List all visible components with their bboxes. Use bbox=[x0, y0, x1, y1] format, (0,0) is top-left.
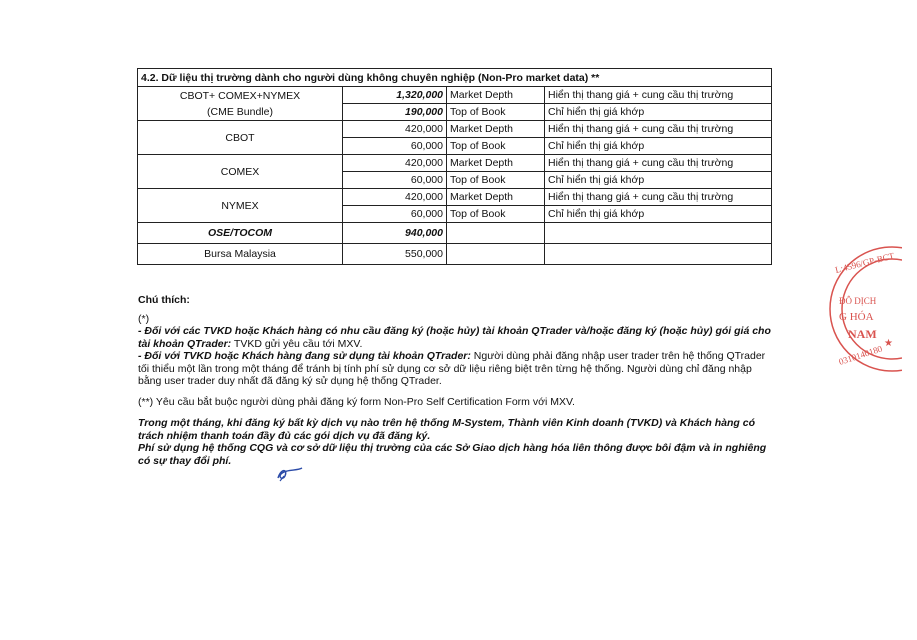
description-cell bbox=[545, 244, 772, 265]
note-2 bbox=[138, 350, 778, 388]
seal-number: 0310140180 bbox=[837, 343, 884, 367]
seal-text-top: L:4596/GP-BCT bbox=[834, 250, 896, 275]
notes-section bbox=[138, 294, 778, 467]
table-row bbox=[138, 189, 772, 206]
price-cell: 420,000 bbox=[343, 155, 447, 172]
note-1-bold: - Đối với các TVKD hoặc Khách hàng có nhu cầu đăng ký (hoặc hủy) tài khoản QTrader và/hoặc đăng ký (hoặc hủy) gói giá cho tài khoản QTrader: bbox=[138, 325, 771, 350]
exchange-cell: Bursa Malaysia bbox=[138, 244, 343, 265]
note-star: (*) bbox=[138, 312, 150, 325]
note-1-text: TVKD gửi yêu cầu tới MXV. bbox=[231, 337, 363, 350]
table-row bbox=[138, 121, 772, 138]
price-cell: 60,000 bbox=[343, 206, 447, 223]
notes-heading: Chú thích: bbox=[138, 294, 190, 306]
exchange-cell: COMEX bbox=[138, 155, 343, 189]
seal-line-2: G HÓA bbox=[839, 311, 874, 323]
price-cell: 940,000 bbox=[343, 223, 447, 244]
product-cell: Market Depth bbox=[447, 155, 545, 172]
exchange-cell: NYMEX bbox=[138, 189, 343, 223]
note-2-bold: - Đối với TVKD hoặc Khách hàng đang sử dụng tài khoản QTrader: bbox=[138, 350, 471, 362]
paragraph-fee-change: Phí sử dụng hệ thống CQG và cơ sở dữ liệu thị trường của các Sở Giao dịch hàng hóa liên thông được bôi đậm và in nghiêng có sự thay đổi phí. bbox=[138, 442, 767, 467]
description-cell: Chỉ hiển thị giá khớp bbox=[545, 206, 772, 223]
paragraph-billing: Trong một tháng, khi đăng ký bất kỳ dịch vụ nào trên hệ thống M-System, Thành viên Kinh doanh (TVKD) và Khách hàng có trách nhiệm thanh toán đầy đủ các gói dịch vụ đã đăng ký. bbox=[138, 417, 756, 442]
product-cell: Top of Book bbox=[447, 206, 545, 223]
table-row bbox=[138, 155, 772, 172]
description-cell: Hiển thị thang giá + cung cầu thị trường bbox=[545, 155, 772, 172]
description-cell: Hiển thị thang giá + cung cầu thị trường bbox=[545, 121, 772, 138]
exchange-cell: CBOT bbox=[138, 121, 343, 155]
product-cell: Market Depth bbox=[447, 121, 545, 138]
description-cell: Hiển thị thang giá + cung cầu thị trường bbox=[545, 87, 772, 104]
note-1 bbox=[138, 325, 778, 350]
product-cell: Top of Book bbox=[447, 138, 545, 155]
description-cell: Hiển thị thang giá + cung cầu thị trường bbox=[545, 189, 772, 206]
description-cell: Chỉ hiển thị giá khớp bbox=[545, 104, 772, 121]
product-cell bbox=[447, 223, 545, 244]
exchange-name: CBOT+ COMEX+NYMEX (CME Bundle) bbox=[179, 89, 301, 118]
price-cell: 420,000 bbox=[343, 121, 447, 138]
price-cell: 60,000 bbox=[343, 172, 447, 189]
product-cell bbox=[447, 244, 545, 265]
price-cell: 420,000 bbox=[343, 189, 447, 206]
note-2-text: Người dùng phải đăng nhập user trader trên hệ thống QTrader tối thiểu một lần trong một tháng để tránh bị tính phí sử dụng cơ sở dữ liệu riêng biệt trên từng hệ thống. Người dùng chỉ đăng nhập bằng user trader duy nhất đã đăng ký sử dụng hệ thống QTrader. bbox=[138, 350, 766, 387]
table-title: 4.2. Dữ liệu thị trường dành cho người dùng không chuyên nghiệp (Non-Pro market data) ** bbox=[138, 69, 772, 87]
price-cell: 60,000 bbox=[343, 138, 447, 155]
price-cell: 1,320,000 bbox=[343, 87, 447, 104]
description-cell: Chỉ hiển thị giá khớp bbox=[545, 172, 772, 189]
product-cell: Market Depth bbox=[447, 189, 545, 206]
exchange-cell bbox=[138, 87, 343, 121]
price-cell: 190,000 bbox=[343, 104, 447, 121]
note-3: (**) Yêu cầu bắt buộc người dùng phải đăng ký form Non-Pro Self Certification Form với MXV. bbox=[138, 395, 575, 408]
price-cell: 550,000 bbox=[343, 244, 447, 265]
exchange-cell: OSE/TOCOM bbox=[138, 223, 343, 244]
product-cell: Top of Book bbox=[447, 104, 545, 121]
initial-signature bbox=[275, 466, 305, 482]
market-data-table bbox=[137, 68, 772, 265]
description-cell bbox=[545, 223, 772, 244]
seal-star-icon: ★ bbox=[884, 338, 893, 349]
table-title-row bbox=[138, 69, 772, 87]
description-cell: Chỉ hiển thị giá khớp bbox=[545, 138, 772, 155]
seal-line-3: NAM bbox=[848, 327, 877, 341]
product-cell: Market Depth bbox=[447, 87, 545, 104]
table-row bbox=[138, 87, 772, 104]
table-row bbox=[138, 223, 772, 244]
product-cell: Top of Book bbox=[447, 172, 545, 189]
seal-line-1: ĐÔ DỊCH bbox=[839, 296, 877, 306]
company-seal bbox=[822, 244, 902, 374]
table-row bbox=[138, 244, 772, 265]
